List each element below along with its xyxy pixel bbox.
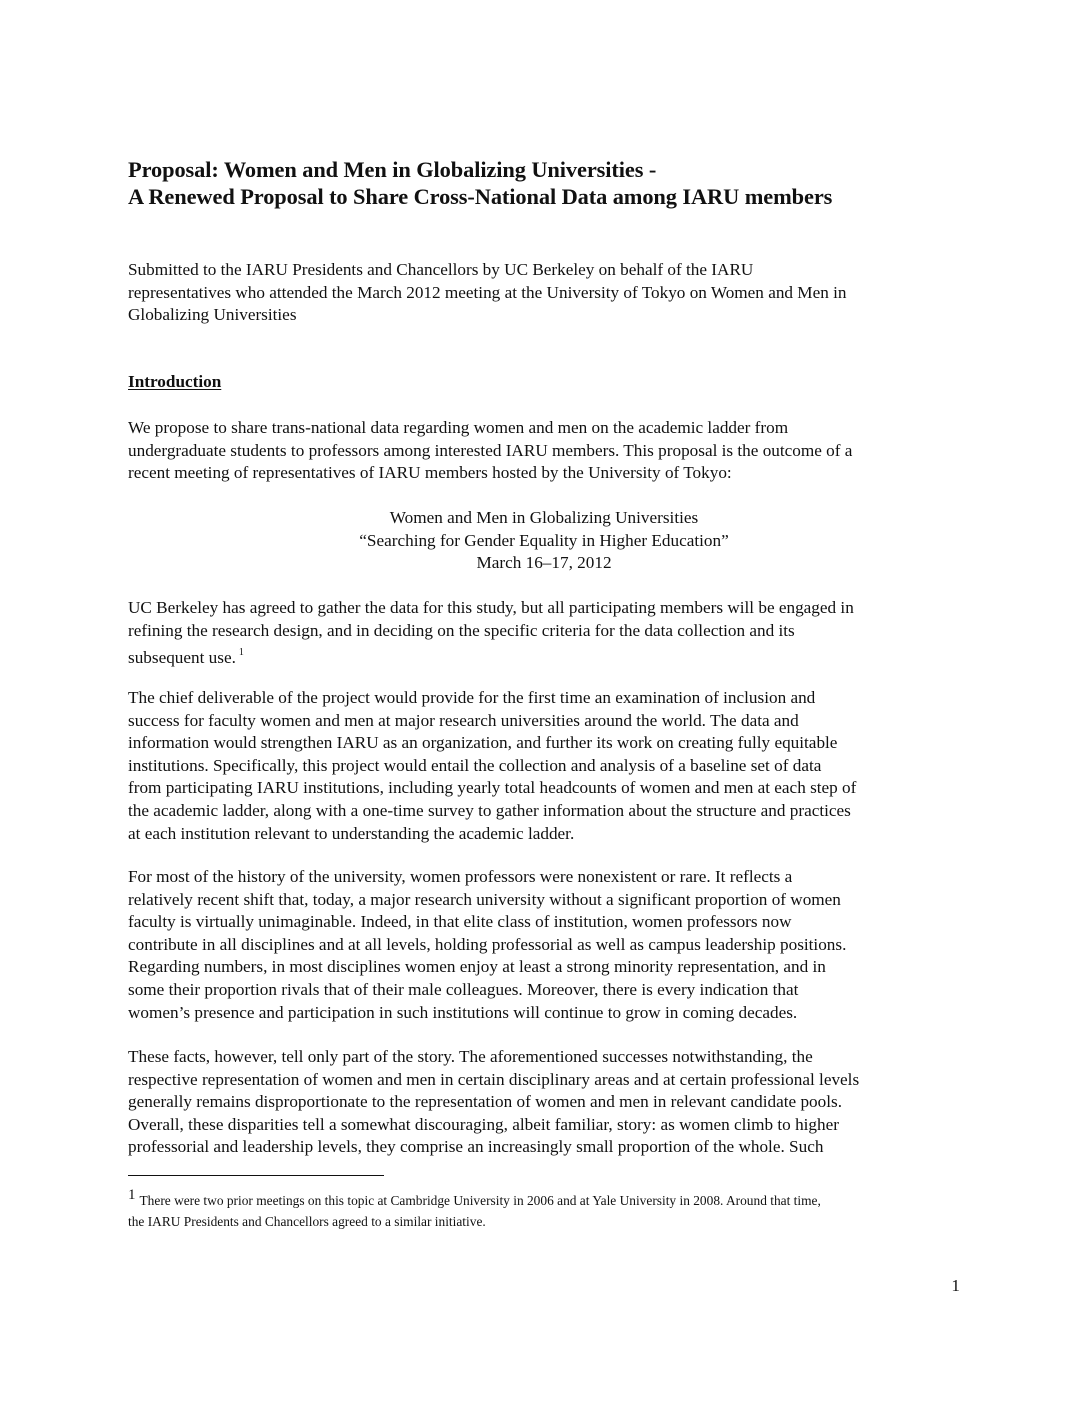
text-line: professorial and leadership levels, they comprise an increasingly small proportion of the whole. Such	[128, 1137, 824, 1157]
text-line: women’s presence and participation in such institutions will continue to grow in coming decades.	[128, 1002, 798, 1022]
document-title	[128, 156, 968, 210]
text-line: We propose to share trans-national data regarding women and men on the academic ladder from	[128, 418, 789, 437]
text-line: representatives who attended the March 2012 meeting at the University of Tokyo on Women and Men in	[128, 282, 847, 302]
text-line: at each institution relevant to understanding the academic ladder.	[128, 823, 575, 843]
text-line: information would strengthen IARU as an organization, and further its work on creating fully equitable	[128, 733, 838, 753]
text-line: contribute in all disciplines and at all levels, holding professorial as well as campus leadership positions.	[128, 934, 847, 954]
text-line: relatively recent shift that, today, a major research university without a significant proportion of women	[128, 889, 841, 909]
text-line: refining the research design, and in deciding on the specific criteria for the data collection and its	[128, 620, 795, 640]
text-line: Globalizing Universities	[128, 305, 297, 325]
text-line: generally remains disproportionate to the representation of women and men in relevant candidate pools.	[128, 1092, 843, 1112]
intro-paragraph	[128, 417, 960, 485]
title-line: A Renewed Proposal to Share Cross-National Data among IARU members	[128, 184, 833, 209]
page-number: 1	[951, 1276, 960, 1295]
text-line: respective representation of women and men in certain disciplinary areas and at certain professional levels	[128, 1069, 860, 1089]
text-span: subsequent use.	[128, 648, 236, 668]
berkeley-paragraph	[128, 597, 960, 670]
footnote-reference[interactable]: 1	[238, 647, 244, 659]
meeting-subtitle: “Searching for Gender Equality in Higher Education”	[359, 530, 729, 550]
text-line: undergraduate students to professors among interested IARU members. This proposal is the outcome of a	[128, 440, 853, 460]
text-line: These facts, however, tell only part of the story. The aforementioned successes notwithstanding, the	[128, 1047, 813, 1066]
submission-statement	[128, 259, 960, 327]
text-line: Submitted to the IARU Presidents and Chancellors by UC Berkeley on behalf of the IARU	[128, 260, 754, 279]
text-line: For most of the history of the university, women professors were nonexistent or rare. It reflects a	[128, 867, 793, 886]
section-heading-introduction: Introduction	[128, 372, 222, 391]
text-line: some their proportion rivals that of their male colleagues. Moreover, there is every indication that	[128, 979, 799, 999]
text-line: Overall, these disparities tell a somewhat discouraging, albeit familiar, story: as women climb to higher	[128, 1114, 839, 1134]
text-line: success for faculty women and men at major research universities around the world. The data and	[128, 710, 799, 730]
text-line: institutions. Specifically, this project would entail the collection and analysis of a baseline set of data	[128, 755, 822, 775]
footnote-line: the IARU Presidents and Chancellors agreed to a similar initiative.	[128, 1214, 486, 1229]
meeting-block	[128, 507, 960, 575]
footnote-text: There were two prior meetings on this topic at Cambridge University in 2006 and at Yale University in 2008. Around that time,	[139, 1193, 821, 1208]
text-line: faculty is virtually unimaginable. Indeed, in that elite class of institution, women professors now	[128, 912, 792, 932]
footnote-line	[128, 1185, 968, 1211]
text-line: recent meeting of representatives of IARU members hosted by the University of Tokyo:	[128, 463, 732, 483]
history-paragraph	[128, 866, 960, 1024]
footnote	[128, 1185, 968, 1232]
facts-paragraph	[128, 1046, 960, 1159]
deliverable-paragraph	[128, 687, 960, 845]
meeting-dates: March 16–17, 2012	[476, 553, 612, 573]
title-line: Proposal: Women and Men in Globalizing Universities -	[128, 157, 657, 182]
meeting-name: Women and Men in Globalizing Universities	[389, 508, 699, 527]
text-line: UC Berkeley has agreed to gather the data for this study, but all participating members will be engaged in	[128, 598, 854, 617]
text-line: the academic ladder, along with a one-time survey to gather information about the structure and practices	[128, 800, 851, 820]
text-line: The chief deliverable of the project would provide for the first time an examination of inclusion and	[128, 688, 816, 707]
footnote-mark: 1	[128, 1187, 136, 1203]
text-line: Regarding numbers, in most disciplines women enjoy at least a strong minority representation, and in	[128, 957, 826, 977]
footnote-separator	[128, 1175, 384, 1176]
text-line	[128, 642, 960, 670]
text-line: from participating IARU institutions, including yearly total headcounts of women and men at each step of	[128, 778, 857, 798]
